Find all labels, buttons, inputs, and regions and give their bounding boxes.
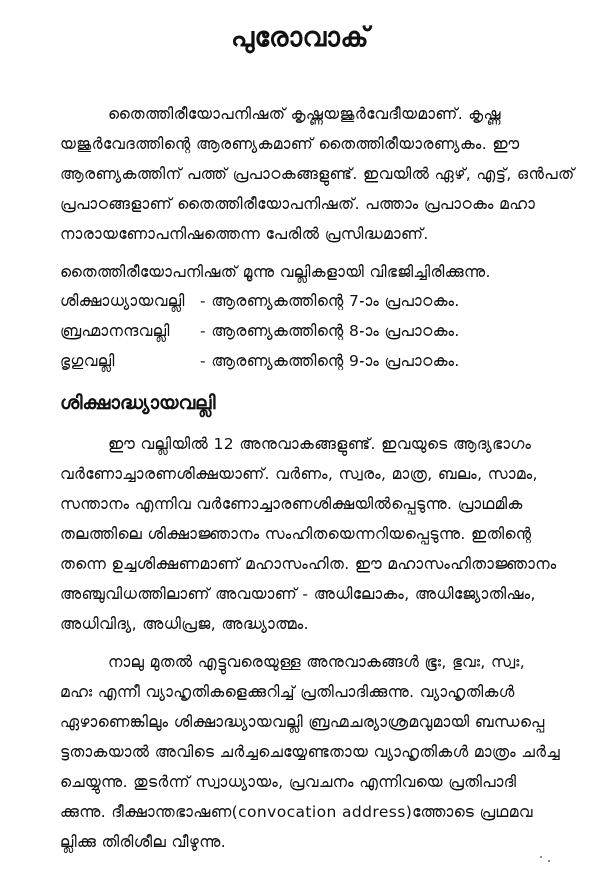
scan-speck bbox=[548, 860, 550, 862]
paragraph-line: സന്താനം എന്നിവ വർണോച്ചാരണശിക്ഷയിൽപ്പെടുന്നു. പ്രാഥമിക bbox=[60, 495, 523, 513]
paragraph-line: ട്ടതാകയാൽ അവിടെ ചർച്ചചെയ്യേണ്ടതായ വ്യാഹൃതികൾ മാത്രം ചർച്ച bbox=[60, 743, 561, 761]
paragraph-line: വർണോച്ചാരണശിക്ഷയാണ്. വർണം, സ്വരം, മാത്ര, ബലം, സാമം, bbox=[60, 465, 538, 483]
valli-name: ശിക്ഷാധ്യായവല്ലി bbox=[60, 292, 185, 310]
division-line: തൈത്തിരീയോപനിഷത് മൂന്നു വല്ലികളായി വിഭജിച്ചിരിക്കുന്നു. bbox=[60, 263, 491, 281]
paragraph-line: ഈ വല്ലിയിൽ 12 അനുവാകങ്ങളുണ്ട്. ഇവയുടെ ആദ്യഭാഗം bbox=[108, 435, 532, 453]
intro-line: തൈത്തിരീയോപനിഷത് കൃഷ്ണയജുർവേദീയമാണ്. കൃഷ്ണ bbox=[108, 105, 501, 123]
page-title: പുരോവാക് bbox=[230, 22, 370, 53]
paragraph-line: ചെയ്യുന്നു. തുടർന്ന് സ്വാധ്യായം, പ്രവചനം എന്നിവയെ പ്രതിപാദി bbox=[60, 773, 517, 791]
scan-speck bbox=[540, 856, 542, 858]
intro-line: പ്രപാഠങ്ങളാണ് തൈത്തിരീയോപനിഷത്. പത്താം പ്രപാഠകം മഹാ bbox=[60, 195, 536, 213]
intro-line: യജുർവേദത്തിന്റെ ആരണ്യകമാണ് തൈത്തിരീയാരണ്യകം. ഈ bbox=[60, 135, 520, 153]
paragraph-line: മഹഃ എന്നീ വ്യാഹൃതികളെക്കുറിച്ച് പ്രതിപാദിക്കുന്നു. വ്യാഹൃതികൾ bbox=[60, 683, 515, 701]
intro-line: നാരായണോപനിഷത്തെന്ന പേരിൽ പ്രസിദ്ധമാണ്. bbox=[60, 225, 429, 243]
valli-detail: - ആരണ്യകത്തിന്റെ 9-ാം പ്രപാഠകം. bbox=[200, 352, 460, 370]
paragraph-line: അധിവിദ്യ, അധിപ്രജ, അദ്ധ്യാത്മം. bbox=[60, 615, 309, 633]
paragraph-line: ഏഴാണെങ്കിലും ശിക്ഷാദ്ധ്യായവല്ലി ബ്രഹ്മചര്യാശ്രമവുമായി ബന്ധപ്പെ bbox=[60, 713, 545, 731]
valli-detail: - ആരണ്യകത്തിന്റെ 7-ാം പ്രപാഠകം. bbox=[200, 292, 460, 310]
paragraph-line: അഞ്ചുവിധത്തിലാണ് അവയാണ് - അധിലോകം, അധിജ്യോതിഷം, bbox=[60, 585, 536, 603]
valli-detail: - ആരണ്യകത്തിന്റെ 8-ാം പ്രപാഠകം. bbox=[200, 322, 460, 340]
paragraph-line: ക്കുന്നു. ദീക്ഷാന്തഭാഷണ(convocation address)ത്തോടെ പ്രഥമവ bbox=[60, 803, 533, 821]
paragraph-line: തന്നെ ഉച്ചശിക്ഷണമാണ് മഹാസംഹിത. ഈ മഹാസംഹിതാജ്ഞാനം bbox=[60, 555, 557, 573]
paragraph-line: ല്ലിക്കു തിരിശീല വീഴുന്നു. bbox=[60, 833, 227, 851]
paragraph-line: നാലു മുതൽ എട്ടുവരെയുള്ള അനുവാകങ്ങൾ ഭൂഃ, ഭുവഃ, സ്വഃ, bbox=[108, 653, 526, 671]
paragraph-line: തലത്തിലെ ശിക്ഷാജ്ഞാനം സംഹിതയെന്നറിയപ്പെടുന്നു. ഇതിന്റെ bbox=[60, 525, 532, 543]
valli-name: ബ്രഹ്മാനന്ദവല്ലി bbox=[60, 322, 170, 340]
section-heading: ശിക്ഷാദ്ധ്യായവല്ലി bbox=[60, 392, 216, 414]
valli-name: ഭൃഗുവല്ലി bbox=[60, 352, 115, 370]
intro-line: ആരണ്യകത്തിന് പത്ത് പ്രപാഠകങ്ങളുണ്ട്. ഇവയിൽ ഏഴ്, എട്ട്, ഒൻപത് bbox=[60, 165, 575, 183]
